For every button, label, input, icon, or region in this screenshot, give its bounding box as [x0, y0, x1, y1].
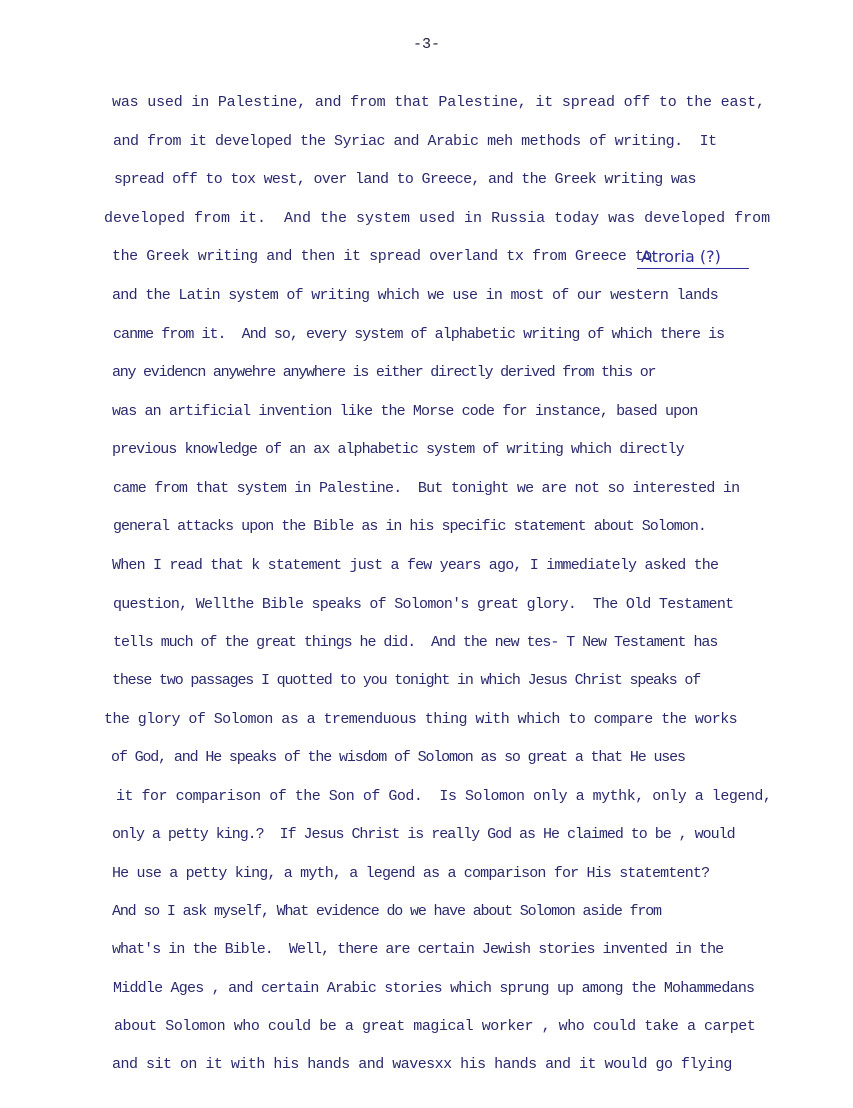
handwritten-annotation: Atroria (?) — [641, 247, 721, 266]
body-line: and sit on it with his hands and wavesxx his hands and it would go flying — [112, 1056, 732, 1073]
body-line: of God, and He speaks of the wisdom of Solomon as so great a that He uses — [111, 749, 685, 766]
body-line: came from that system in Palestine. But tonight we are not so interested in — [113, 480, 740, 497]
body-line: canme from it. And so, every system of alphabetic writing of which there is — [113, 326, 725, 343]
body-line: When I read that k statement just a few years ago, I immediately asked the — [112, 557, 719, 574]
body-line: was used in Palestine, and from that Palestine, it spread off to the east, — [112, 94, 765, 111]
body-line: question, Wellthe Bible speaks of Solomon's great glory. The Old Testament — [113, 596, 734, 613]
body-line: was an artificial invention like the Morse code for instance, based upon — [112, 403, 698, 420]
body-line: the Greek writing and then it spread overland tx from Greece to — [112, 248, 653, 265]
body-line: previous knowledge of an ax alphabetic system of writing which directly — [112, 441, 684, 458]
body-line: and the Latin system of writing which we use in most of our western lands — [112, 287, 719, 304]
body-line: He use a petty king, a myth, a legend as a comparison for His statemtent? — [112, 865, 710, 882]
page-number: -3- — [412, 36, 440, 53]
body-line: and from it developed the Syriac and Arabic meh methods of writing. It — [113, 133, 717, 150]
body-line: Middle Ages , and certain Arabic stories which sprung up among the Mohammedans — [113, 980, 755, 997]
body-line: general attacks upon the Bible as in his specific statement about Solomon. — [113, 518, 706, 535]
body-line: And so I ask myself, What evidence do we have about Solomon aside from — [112, 903, 661, 920]
body-line: tells much of the great things he did. And the new tes- T New Testament has — [113, 634, 718, 651]
body-line: spread off to tox west, over land to Greece, and the Greek writing was — [114, 171, 696, 188]
body-line: what's in the Bible. Well, there are certain Jewish stories invented in the — [112, 941, 724, 958]
handwritten-underline — [637, 268, 749, 269]
body-line: developed from it. And the system used in Russia today was developed from — [104, 210, 771, 227]
body-line: it for comparison of the Son of God. Is Solomon only a mythk, only a legend, — [116, 788, 772, 805]
body-line: the glory of Solomon as a tremenduous thing with which to compare the works — [104, 711, 738, 728]
body-line: about Solomon who could be a great magical worker , who could take a carpet — [114, 1018, 756, 1035]
body-line: only a petty king.? If Jesus Christ is really God as He claimed to be , would — [112, 826, 735, 843]
body-line: any evidencn anywehre anywhere is either directly derived from this or — [112, 364, 656, 381]
body-line: these two passages I quotted to you tonight in which Jesus Christ speaks of — [112, 672, 701, 689]
